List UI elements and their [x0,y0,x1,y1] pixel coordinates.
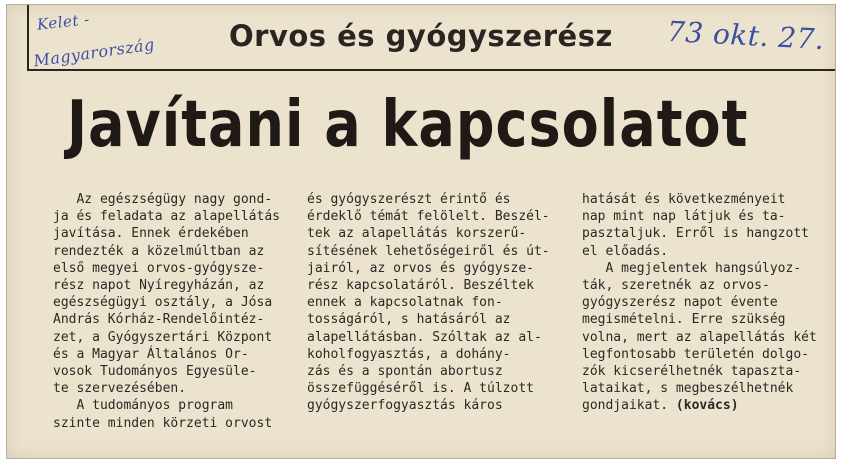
article-line: A tudományos program [53,398,234,414]
article-line: legfontosabb területén dolgo- [582,346,809,362]
article-line: pasztaljuk. Erről is hangzott [582,226,809,242]
article-line: ja és feladata az alapellátás [53,209,280,225]
article-line: ennek a kapcsolatnak fon- [307,295,503,311]
article-line: te szervezésében. [53,381,187,397]
article-column-3 [582,191,834,415]
article-line: ták, szeretnék az orvos- [582,278,770,294]
article-line: Az egészségügy nagy gond- [53,192,273,207]
article-line: javítása. Ennek érdekében [53,226,249,242]
article-line: volna, mert az alapellátás két [582,329,817,345]
article-line: el előadás. [582,243,669,259]
article-line: első megyei orvos-gyógysze- [53,260,265,276]
article-line: alapellátásban. Szóltak az al- [307,329,542,345]
article-author: (kovács) [668,398,739,414]
article-column-1 [53,191,293,432]
article-line: érdeklő témát felölelt. Beszél- [307,209,550,225]
article-line: gondjaikat. (kovács) [582,398,739,414]
article-line: jairól, az orvos és gyógysze- [307,260,534,276]
article-line: nap mint nap látjuk és ta- [582,209,786,225]
handwritten-source-line2: Magyarország [32,34,156,71]
article-line: összefüggéséről is. A túlzott [307,381,534,397]
article-line: A megjelentek hangsúlyoz- [582,260,802,276]
article-headline: Javítani a kapcsolatot [67,87,749,162]
article-line: zet, a Gyógyszertári Központ [53,329,273,345]
handwritten-date: 73 okt. 27. [666,14,826,57]
newspaper-clipping [6,4,836,459]
article-line: és gyógyszerészt érintő és [307,192,511,207]
article-line: rész napot Nyíregyházán, az [53,278,265,294]
article-line: András Kórház-Rendelőintéz- [53,312,265,328]
article-line: tosságáról, s hatásáról az [307,312,511,328]
article-line: zók kicserélhetnék tapaszta- [582,364,802,380]
article-column-2 [307,191,569,415]
article-line: szinte minden körzeti orvost [53,415,273,431]
article-line: koholfogyasztás, a dohány- [307,346,511,362]
article-line: sítésének lehetőségeiről és út- [307,243,550,259]
article-line: rendezték a közelmúltban az [53,243,265,259]
article-line: hatását és következményeit [582,192,786,207]
article-line: rész kapcsolatáról. Beszéltek [307,278,534,294]
article-line: megismételni. Erre szükség [582,312,786,328]
article-line: vosok Tudományos Egyesüle- [53,364,257,380]
handwritten-source-line1: Kelet - [36,10,91,34]
article-line: tek az alapellátás korszerű- [307,226,527,242]
article-line: zás és a spontán abortusz [307,364,503,380]
article-line: gyógyszerész napot évente [582,295,778,311]
article-line: gyógyszerfogyasztás káros [307,398,503,414]
section-title: Orvos és gyógyszerész [229,19,613,53]
article-line: egészségügyi osztály, a Jósa [53,295,273,311]
article-line: és a Magyar Általános Or- [53,346,249,362]
article-line: lataikat, s megbeszélhetnék [582,381,794,397]
